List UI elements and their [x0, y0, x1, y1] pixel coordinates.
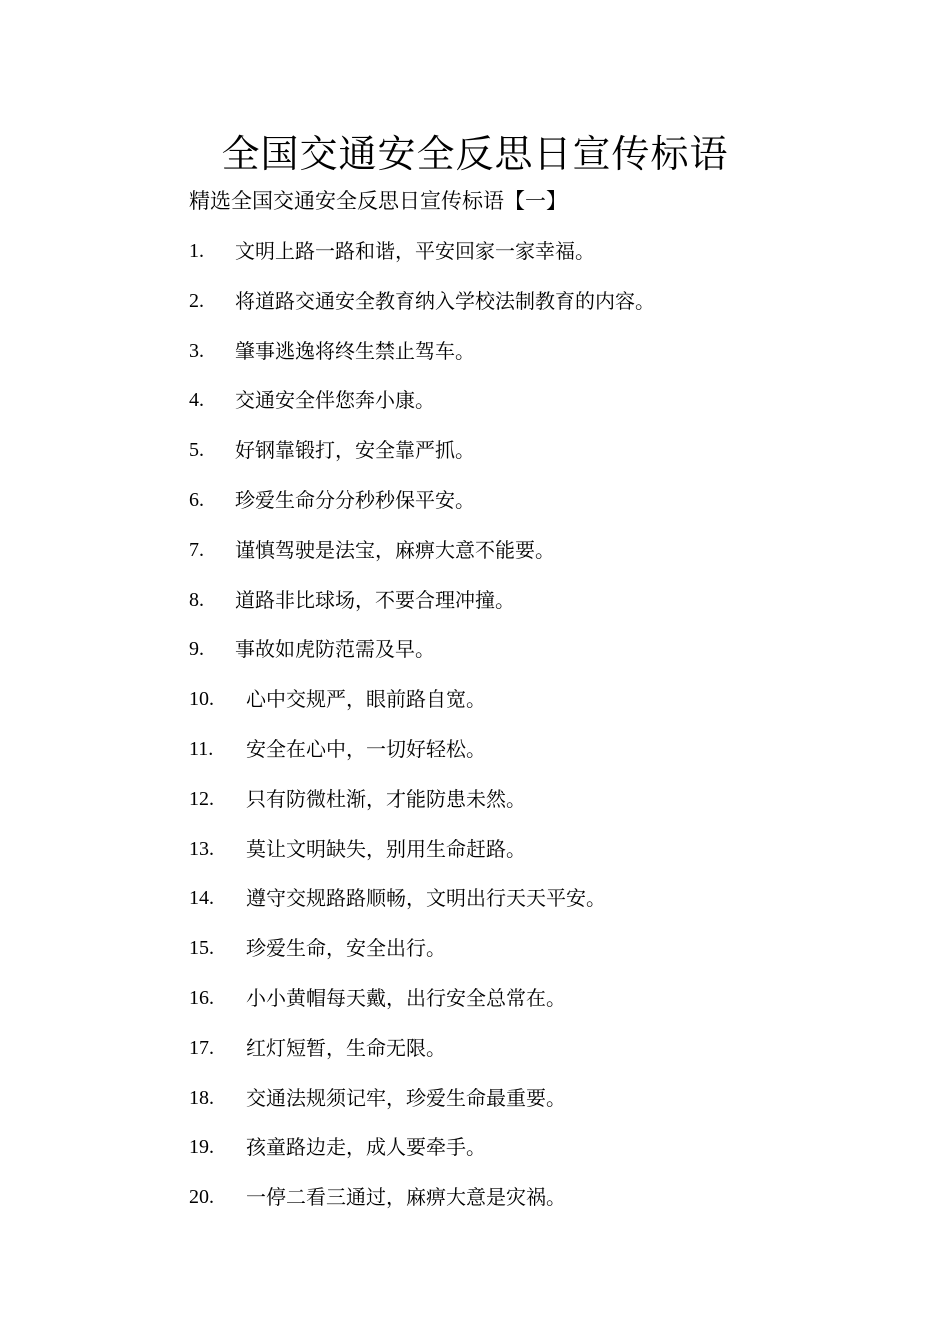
slogan-text: 事故如虎防范需及早。 — [235, 637, 435, 662]
slogan-item-6 — [189, 485, 655, 535]
slogan-text: 交通安全伴您奔小康。 — [235, 388, 435, 413]
slogan-text: 好钢靠锻打，安全靠严抓。 — [235, 438, 475, 463]
slogan-number: 10. — [189, 688, 214, 711]
slogan-number: 20. — [189, 1186, 214, 1209]
slogan-text: 文明上路一路和谐，平安回家一家幸福。 — [235, 239, 595, 263]
slogan-number: 1. — [189, 240, 204, 262]
slogan-number: 15. — [189, 937, 214, 960]
slogan-item-8 — [189, 585, 655, 635]
slogan-number: 6. — [189, 488, 204, 511]
slogan-item-20 — [189, 1182, 655, 1232]
slogan-item-10 — [189, 684, 655, 734]
slogan-number: 5. — [189, 439, 204, 462]
slogan-item-18 — [189, 1083, 655, 1133]
slogan-number: 11. — [189, 737, 214, 760]
slogan-text: 珍爱生命分分秒秒保平安。 — [235, 487, 475, 512]
slogan-text: 莫让文明缺失，别用生命赶路。 — [246, 836, 526, 861]
slogan-item-3 — [189, 336, 655, 386]
slogan-item-4 — [189, 385, 655, 435]
slogan-number: 2. — [189, 289, 204, 312]
document-title: 全国交通安全反思日宣传标语 — [221, 132, 729, 176]
slogan-item-12 — [189, 784, 655, 834]
slogan-number: 19. — [189, 1136, 214, 1159]
slogan-number: 4. — [189, 389, 204, 412]
slogan-text: 遵守交规路路顺畅，文明出行天天平安。 — [246, 886, 606, 911]
slogan-text: 小小黄帽每天戴，出行安全总常在。 — [246, 985, 566, 1010]
slogan-number: 7. — [189, 538, 204, 561]
section-heading: 精选全国交通安全反思日宣传标语【一】 — [189, 189, 567, 213]
slogan-item-5 — [189, 435, 655, 485]
slogan-number: 12. — [189, 787, 214, 810]
slogan-list — [189, 236, 655, 1232]
slogan-text: 交通法规须记牢，珍爱生命最重要。 — [246, 1085, 566, 1110]
slogan-text: 一停二看三通过，麻痹大意是灾祸。 — [246, 1185, 566, 1210]
slogan-text: 道路非比球场，不要合理冲撞。 — [235, 587, 515, 612]
slogan-text: 只有防微杜渐，才能防患未然。 — [246, 786, 526, 811]
slogan-item-1 — [189, 236, 655, 286]
slogan-item-15 — [189, 933, 655, 983]
slogan-number: 14. — [189, 887, 214, 910]
slogan-text: 珍爱生命，安全出行。 — [246, 936, 446, 961]
slogan-text: 肇事逃逸将终生禁止驾车。 — [235, 338, 475, 363]
slogan-number: 16. — [189, 986, 214, 1009]
slogan-item-13 — [189, 834, 655, 884]
slogan-number: 3. — [189, 339, 204, 362]
slogan-number: 13. — [189, 837, 214, 860]
slogan-text: 将道路交通安全教育纳入学校法制教育的内容。 — [235, 288, 655, 313]
slogan-item-19 — [189, 1132, 655, 1182]
slogan-number: 18. — [189, 1086, 214, 1109]
slogan-item-9 — [189, 634, 655, 684]
slogan-number: 9. — [189, 638, 204, 661]
slogan-item-7 — [189, 535, 655, 585]
slogan-item-14 — [189, 883, 655, 933]
slogan-text: 心中交规严，眼前路自宽。 — [246, 687, 486, 712]
slogan-item-16 — [189, 983, 655, 1033]
slogan-number: 17. — [189, 1036, 214, 1059]
slogan-text: 孩童路边走，成人要牵手。 — [246, 1135, 486, 1160]
slogan-text: 谨慎驾驶是法宝，麻痹大意不能要。 — [235, 537, 555, 562]
slogan-number: 8. — [189, 588, 204, 611]
slogan-item-2 — [189, 286, 655, 336]
slogan-text: 红灯短暂，生命无限。 — [246, 1035, 446, 1060]
slogan-text: 安全在心中，一切好轻松。 — [246, 736, 486, 761]
slogan-item-17 — [189, 1033, 655, 1083]
slogan-item-11 — [189, 734, 655, 784]
